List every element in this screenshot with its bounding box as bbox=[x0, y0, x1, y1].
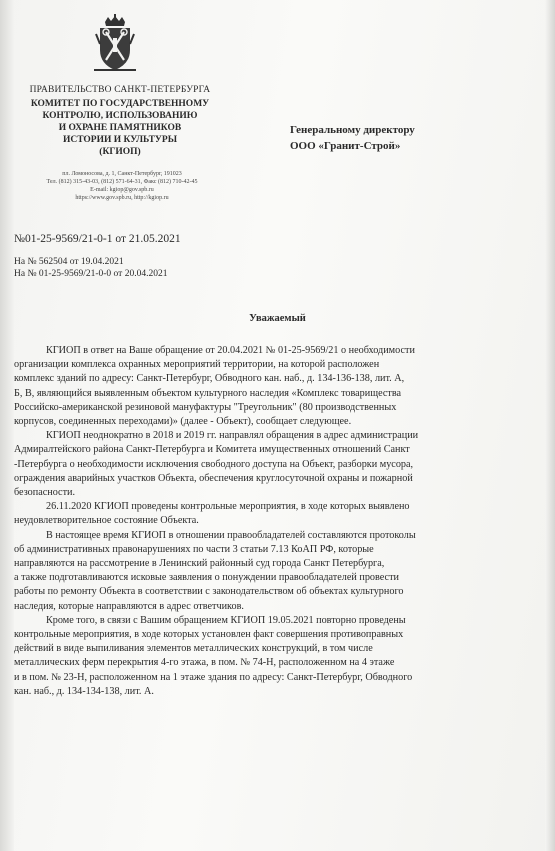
committee-line: (КГИОП) bbox=[99, 147, 141, 157]
text-line: В настоящее время КГИОП в отношении правообладателей составляются протоколы bbox=[46, 529, 416, 541]
greeting: Уважаемый bbox=[249, 313, 306, 324]
text-line: ограждения аварийных участков Объекта, обеспечения круглосуточной охраны и пожарной bbox=[14, 472, 413, 484]
text-line: работы по ремонту Объекта в соответствии с законодательством об объектах культурного bbox=[14, 586, 404, 598]
address-line: пл. Ломоносова, д. 1, Санкт-Петербург, 191023 bbox=[62, 171, 182, 177]
email-line: E-mail: kgiop@gov.spb.ru bbox=[90, 187, 154, 193]
outgoing-number: №01-25-9569/21-0-1 от 21.05.2021 bbox=[14, 233, 181, 245]
contact-details bbox=[12, 170, 232, 202]
reference-numbers bbox=[14, 256, 167, 280]
paragraph bbox=[14, 500, 546, 528]
st-petersburg-coat-of-arms-icon bbox=[92, 14, 138, 74]
text-line: организации комплекса охранных мероприятий территории, на которой расположен bbox=[14, 359, 380, 371]
website-line: https://www.gov.spb.ru, http://kgiop.ru bbox=[75, 195, 169, 201]
text-line: Российско-американской резиновой мануфактуры "Треугольник" (80 производственных bbox=[14, 401, 397, 413]
text-line: безопасности. bbox=[14, 487, 76, 499]
text-line: наследия, которые направляются в адрес ответчиков. bbox=[14, 600, 244, 612]
paragraph bbox=[14, 344, 546, 429]
paragraph bbox=[14, 529, 546, 614]
recipient-line: Генеральному директору bbox=[290, 124, 415, 136]
committee-line: КОМИТЕТ ПО ГОСУДАРСТВЕННОМУ bbox=[30, 99, 210, 109]
committee-line: ИСТОРИИ И КУЛЬТУРЫ bbox=[62, 135, 178, 145]
text-line: кан. наб., д. 134-134-138, лит. А. bbox=[14, 685, 154, 697]
recipient-line: ООО «Гранит-Строй» bbox=[290, 140, 401, 152]
text-line: а также подготавливаются исковые заявления о понуждении правообладателей провести bbox=[14, 572, 399, 584]
text-line: металлических ферм перекрытия 4-го этажа, в пом. № 74-Н, расположенном на 4 этаже bbox=[14, 657, 395, 669]
organization-header bbox=[20, 84, 220, 158]
letter-body bbox=[14, 344, 546, 699]
text-line: -Петербурга о необходимости исключения свободного доступа на Объект, разборки мусора, bbox=[14, 458, 414, 470]
recipient-block bbox=[290, 122, 415, 154]
government-name: ПРАВИТЕЛЬСТВО САНКТ-ПЕТЕРБУРГА bbox=[29, 85, 211, 95]
text-line: действий в виде выпиливания элементов металлических конструкций, в том числе bbox=[14, 643, 373, 655]
reference-line: На № 01-25-9569/21-0-0 от 20.04.2021 bbox=[14, 269, 168, 279]
text-line: об административных правонарушениях по части 3 статьи 7.13 КоАП РФ, которые bbox=[14, 543, 374, 555]
reference-line: На № 562504 от 19.04.2021 bbox=[14, 257, 124, 267]
text-line: Адмиралтейского района Санкт-Петербурга и Комитета имущественных отношений Санкт bbox=[14, 444, 410, 456]
page-shadow-left bbox=[0, 0, 14, 851]
committee-name bbox=[20, 98, 220, 158]
page-shadow-right bbox=[545, 0, 555, 851]
text-line: КГИОП в ответ на Ваше обращение от 20.04.2021 № 01-25-9569/21 о необходимости bbox=[46, 345, 415, 356]
text-line: неудовлетворительное состояние Объекта. bbox=[14, 515, 199, 527]
text-line: контрольные мероприятия, в ходе которых установлен факт совершения противоправных bbox=[14, 629, 404, 641]
text-line: комплекс зданий по адресу: Санкт-Петербург, Обводного кан. наб., д. 134-136-138, лит. А, bbox=[14, 373, 405, 385]
committee-line: И ОХРАНЕ ПАМЯТНИКОВ bbox=[58, 123, 182, 133]
text-line: Б, В, являющийся выявленным объектом культурного наследия «Комплекс товарищества bbox=[14, 387, 402, 399]
text-line: КГИОП неоднократно в 2018 и 2019 гг. направлял обращения в адрес администрации bbox=[46, 430, 419, 442]
phone-line: Тел. (812) 315-43-03, (812) 571-64-31, Факс (812) 710-42-45 bbox=[46, 179, 198, 185]
text-line: и в пом. № 23-Н, расположенном на 1 этаже здания по адресу: Санкт-Петербург, Обводного bbox=[14, 671, 413, 683]
committee-line: КОНТРОЛЮ, ИСПОЛЬЗОВАНИЮ bbox=[42, 111, 198, 121]
paragraph bbox=[14, 429, 546, 500]
text-line: направляются на рассмотрение в Ленинский районный суд города Санкт Петербурга, bbox=[14, 558, 385, 570]
text-line: 26.11.2020 КГИОП проведены контрольные мероприятия, в ходе которых выявлено bbox=[46, 501, 410, 513]
text-line: Кроме того, в связи с Вашим обращением КГИОП 19.05.2021 повторно проведены bbox=[46, 614, 406, 626]
paragraph bbox=[14, 614, 546, 699]
text-line: корпусов, соединенных переходами)» (далее - Объект), сообщает следующее. bbox=[14, 416, 352, 428]
